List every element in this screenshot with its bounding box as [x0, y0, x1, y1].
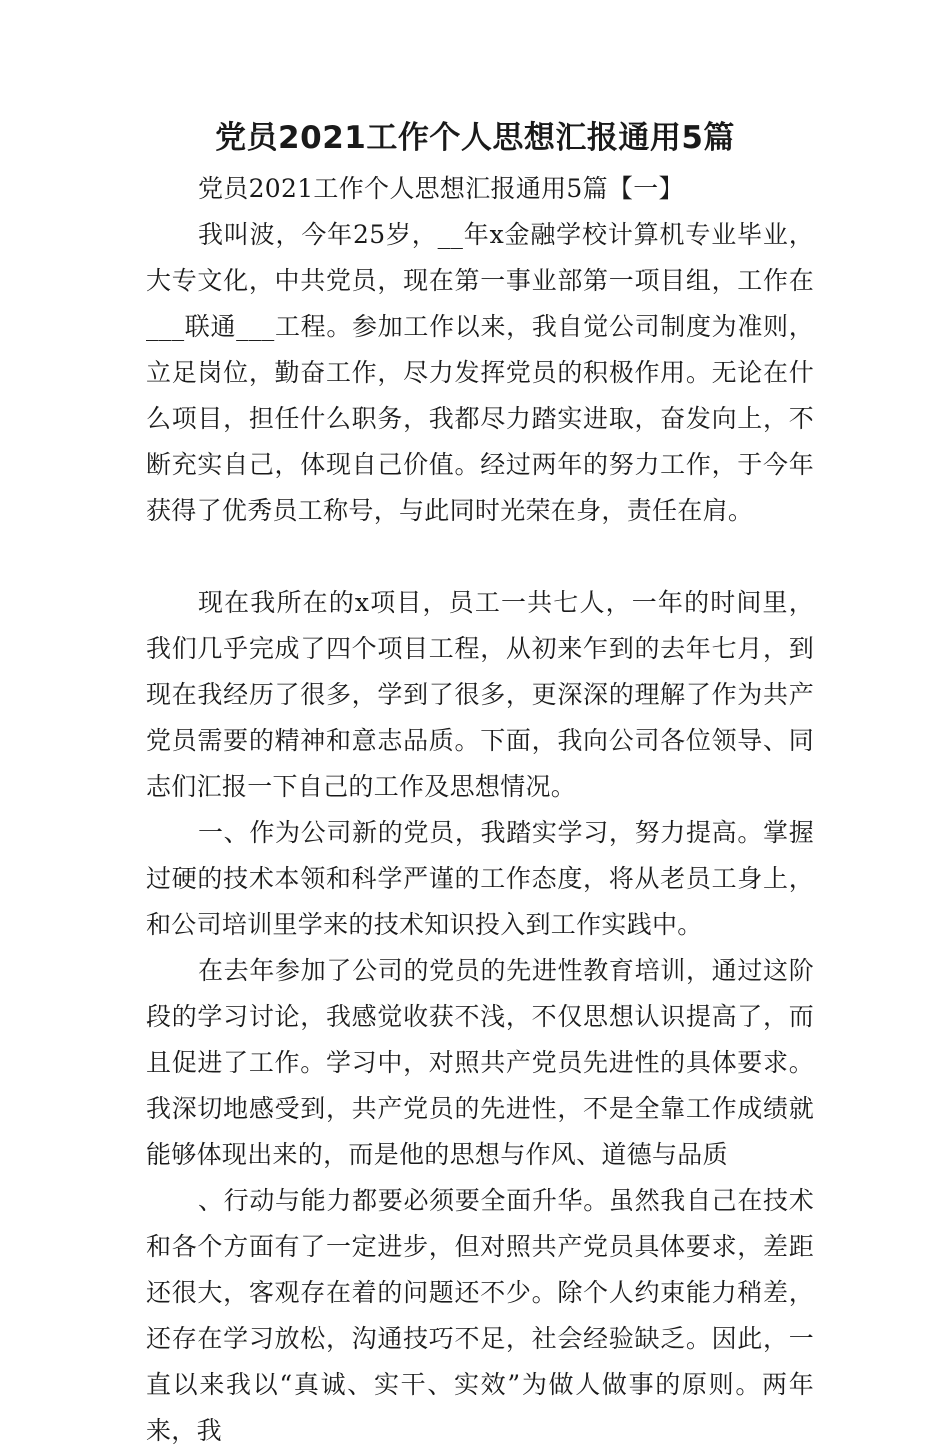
section-heading: 党员2021工作个人思想汇报通用5篇【一】 [198, 174, 684, 203]
paragraph: 我叫波，今年25岁，__年x金融学校计算机专业毕业，大专文化，中共党员，现在第一事业部第一项目组，工作在___联通___工程。参加工作以来，我自觉公司制度为准则，立足岗位，勤奋工作，尽力发挥党员的积极作用。无论在什么项目，担任什么职务，我都尽力踏实进取，奋发向上，不断充实自己，体现自己价值。经过两年的努力工作，于今年获得了优秀员工称号，与此同时光荣在身，责任在肩。 [146, 220, 814, 525]
document-body [146, 166, 814, 1454]
paragraph: 、行动与能力都要必须要全面升华。虽然我自己在技术和各个方面有了一定进步，但对照共产党员具体要求，差距还很大，客观存在着的问题还不少。除个人约束能力稍差，还存在学习放松，沟通技巧不足，社会经验缺乏。因此，一直以来我以“真诚、实干、实效”为做人做事的原则。两年来，我 [146, 1186, 814, 1445]
document-title: 党员2021工作个人思想汇报通用5篇 [215, 120, 735, 156]
paragraph-spacer [146, 534, 814, 580]
paragraph: 现在我所在的x项目，员工一共七人，一年的时间里，我们几乎完成了四个项目工程，从初来乍到的去年七月，到现在我经历了很多，学到了很多，更深深的理解了作为共产党员需要的精神和意志品质。下面，我向公司各位领导、同志们汇报一下自己的工作及思想情况。 [146, 588, 814, 801]
paragraph: 在去年参加了公司的党员的先进性教育培训，通过这阶段的学习讨论，我感觉收获不浅，不仅思想认识提高了，而且促进了工作。学习中，对照共产党员先进性的具体要求。我深切地感受到，共产党员的先进性，不是全靠工作成绩就能够体现出来的，而是他的思想与作风、道德与品质 [146, 956, 814, 1169]
paragraph: 一、作为公司新的党员，我踏实学习，努力提高。掌握过硬的技术本领和科学严谨的工作态度，将从老员工身上，和公司培训里学来的技术知识投入到工作实践中。 [146, 818, 814, 939]
